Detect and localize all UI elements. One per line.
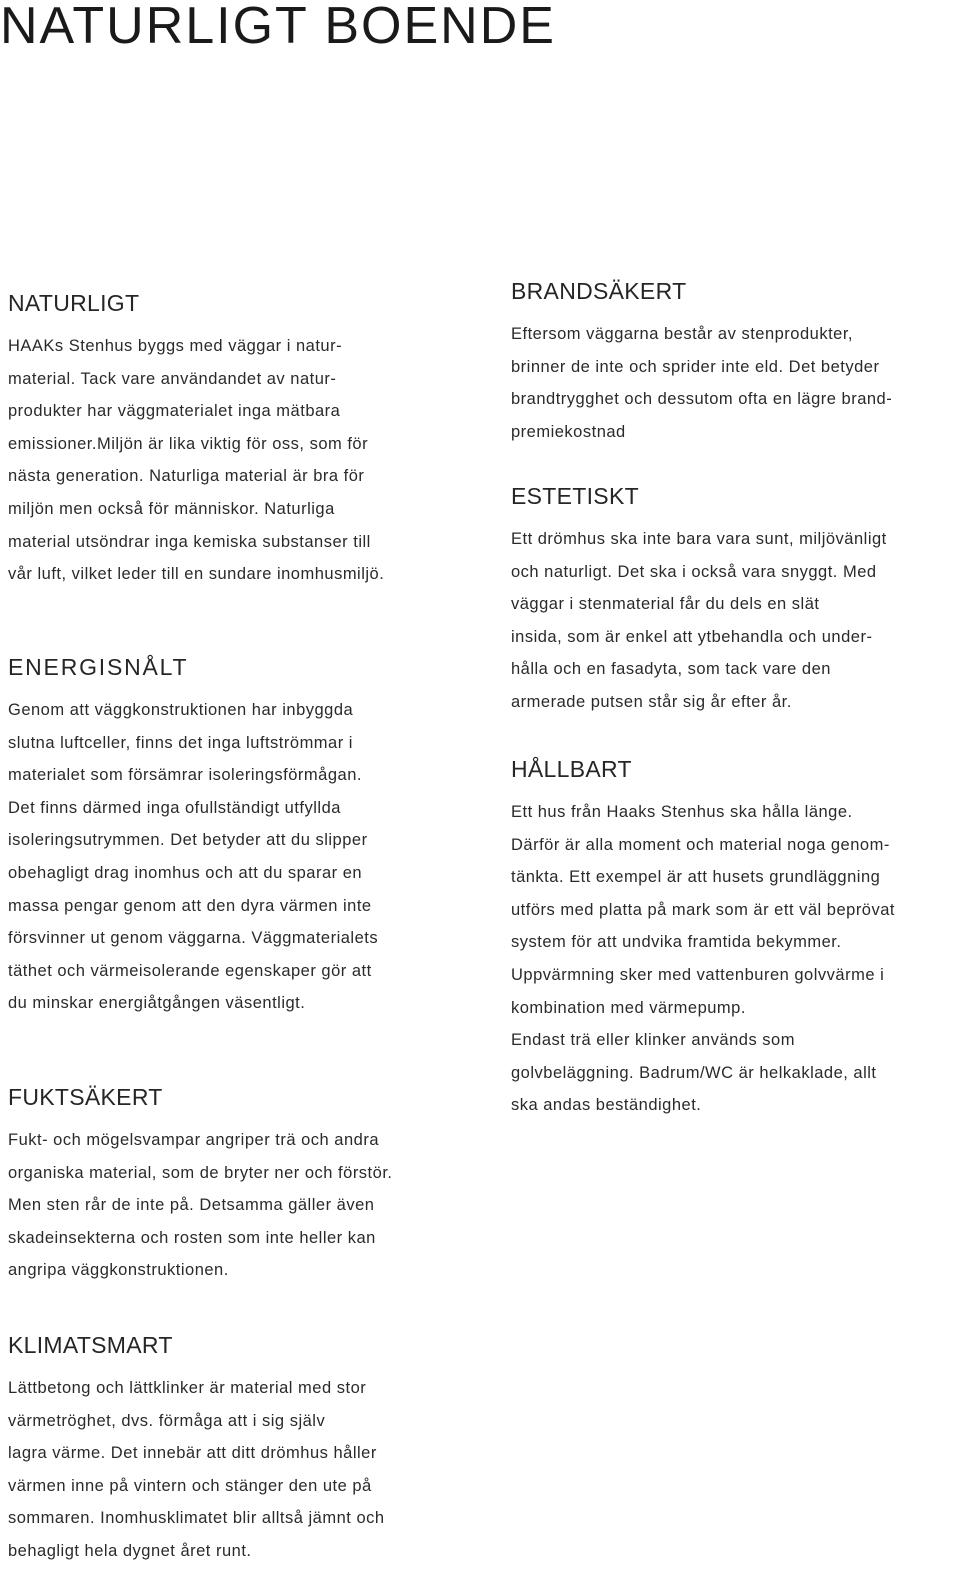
- body-line: lagra värme. Det innebär att ditt drömhus håller: [8, 1444, 377, 1463]
- body-line: Fukt- och mögelsvampar angriper trä och andra: [8, 1131, 379, 1149]
- section-heading-fuktsakert: FUKTSÄKERT: [8, 1084, 163, 1110]
- section-brandsakert: [511, 274, 892, 448]
- body-line: väggar i stenmaterial får du dels en slät: [511, 595, 820, 614]
- section-heading-naturligt: NATURLIGT: [8, 290, 140, 316]
- section-body-energisnalt: [8, 694, 378, 1020]
- body-line: materialet som försämrar isoleringsförmågan.: [8, 766, 362, 785]
- body-line: Uppvärmning sker med vattenburen golvvärme i: [511, 965, 885, 984]
- body-line: angripa väggkonstruktionen.: [8, 1261, 229, 1280]
- section-heading-brandsakert: BRANDSÄKERT: [511, 278, 687, 304]
- body-line: Ett hus från Haaks Stenhus ska hålla länge.: [511, 803, 853, 821]
- body-line: Men sten rår de inte på. Detsamma gäller även: [8, 1196, 375, 1215]
- body-line: hålla och en fasadyta, som tack vare den: [511, 660, 831, 679]
- body-line: försvinner ut genom väggarna. Väggmaterialets: [8, 929, 379, 948]
- body-line: brandtrygghet och dessutom ofta en lägre brand-: [511, 390, 893, 409]
- body-line: Endast trä eller klinker används som: [511, 1031, 795, 1050]
- body-line: sommaren. Inomhusklimatet blir alltså jämnt och: [8, 1509, 385, 1528]
- body-line: tänkta. Ett exempel är att husets grundläggning: [511, 868, 881, 887]
- body-line: behagligt hela dygnet året runt.: [8, 1541, 252, 1560]
- body-line: armerade putsen står sig år efter år.: [511, 692, 792, 711]
- section-body-fuktsakert: [8, 1124, 393, 1287]
- section-hallbart: [511, 752, 895, 1122]
- body-line: slutna luftceller, finns det inga luftströmmar i: [8, 733, 353, 752]
- section-heading-klimatsmart: KLIMATSMART: [8, 1332, 173, 1358]
- section-body-estetiskt: [511, 523, 887, 719]
- section-fuktsakert: [8, 1080, 393, 1287]
- body-line: kombination med värmepump.: [511, 998, 746, 1017]
- page-title: NATURLIGT BOENDE: [0, 0, 556, 55]
- body-line: täthet och värmeisolerande egenskaper gör att: [8, 961, 372, 980]
- body-line: Det finns därmed inga ofullständigt utfyllda: [8, 798, 341, 817]
- body-line: Eftersom väggarna består av stenprodukter,: [511, 325, 854, 343]
- body-line: emissioner.Miljön är lika viktig för oss, som för: [8, 434, 369, 453]
- section-naturligt: [8, 286, 384, 591]
- body-line: organiska material, som de bryter ner och förstör.: [8, 1163, 393, 1182]
- body-line: Genom att väggkonstruktionen har inbyggda: [8, 701, 354, 719]
- body-line: material utsöndrar inga kemiska substanser till: [8, 532, 371, 551]
- section-heading-hallbart: HÅLLBART: [511, 756, 632, 782]
- body-line: HAAKs Stenhus byggs med väggar i natur-: [8, 337, 343, 355]
- section-body-brandsakert: [511, 318, 892, 448]
- body-line: Därför är alla moment och material noga genom-: [511, 835, 890, 854]
- body-line: ska andas beständighet.: [511, 1096, 702, 1115]
- body-line: insida, som är enkel att ytbehandla och under-: [511, 627, 873, 646]
- section-estetiskt: [511, 479, 887, 719]
- body-line: massa pengar genom att den dyra värmen inte: [8, 896, 372, 915]
- section-body-klimatsmart: [8, 1372, 385, 1568]
- body-line: golvbeläggning. Badrum/WC är helkaklade, allt: [511, 1063, 877, 1082]
- body-line: du minskar energiåtgången väsentligt.: [8, 994, 306, 1013]
- body-line: isoleringsutrymmen. Det betyder att du slipper: [8, 831, 368, 850]
- body-line: brinner de inte och sprider inte eld. Det betyder: [511, 357, 880, 376]
- body-line: värmen inne på vintern och stänger den ute på: [8, 1476, 372, 1495]
- body-line: Ett drömhus ska inte bara vara sunt, miljövänligt: [511, 530, 887, 548]
- body-line: utförs med platta på mark som är ett väl beprövat: [511, 900, 895, 919]
- section-klimatsmart: [8, 1328, 385, 1568]
- section-heading-energisnalt: ENERGISNÅLT: [8, 654, 189, 680]
- section-body-hallbart: [511, 796, 895, 1122]
- body-line: material. Tack vare användandet av natur-: [8, 369, 337, 388]
- body-line: Lättbetong och lättklinker är material med stor: [8, 1379, 367, 1397]
- body-line: värmetröghet, dvs. förmåga att i sig själv: [8, 1411, 326, 1430]
- body-line: miljön men också för människor. Naturliga: [8, 499, 335, 518]
- body-line: nästa generation. Naturliga material är bra för: [8, 467, 365, 486]
- body-line: obehagligt drag inomhus och att du sparar en: [8, 863, 363, 882]
- body-line: system för att undvika framtida bekymmer.: [511, 933, 842, 952]
- body-line: vår luft, vilket leder till en sundare inomhusmiljö.: [8, 565, 385, 584]
- body-line: produkter har väggmaterialet inga mätbara: [8, 402, 341, 421]
- body-line: premiekostnad: [511, 422, 626, 441]
- body-line: skadeinsekterna och rosten som inte heller kan: [8, 1228, 376, 1247]
- section-heading-estetiskt: ESTETISKT: [511, 483, 639, 509]
- section-energisnalt: [8, 650, 378, 1020]
- section-body-naturligt: [8, 330, 384, 591]
- body-line: och naturligt. Det ska i också vara snyggt. Med: [511, 562, 877, 581]
